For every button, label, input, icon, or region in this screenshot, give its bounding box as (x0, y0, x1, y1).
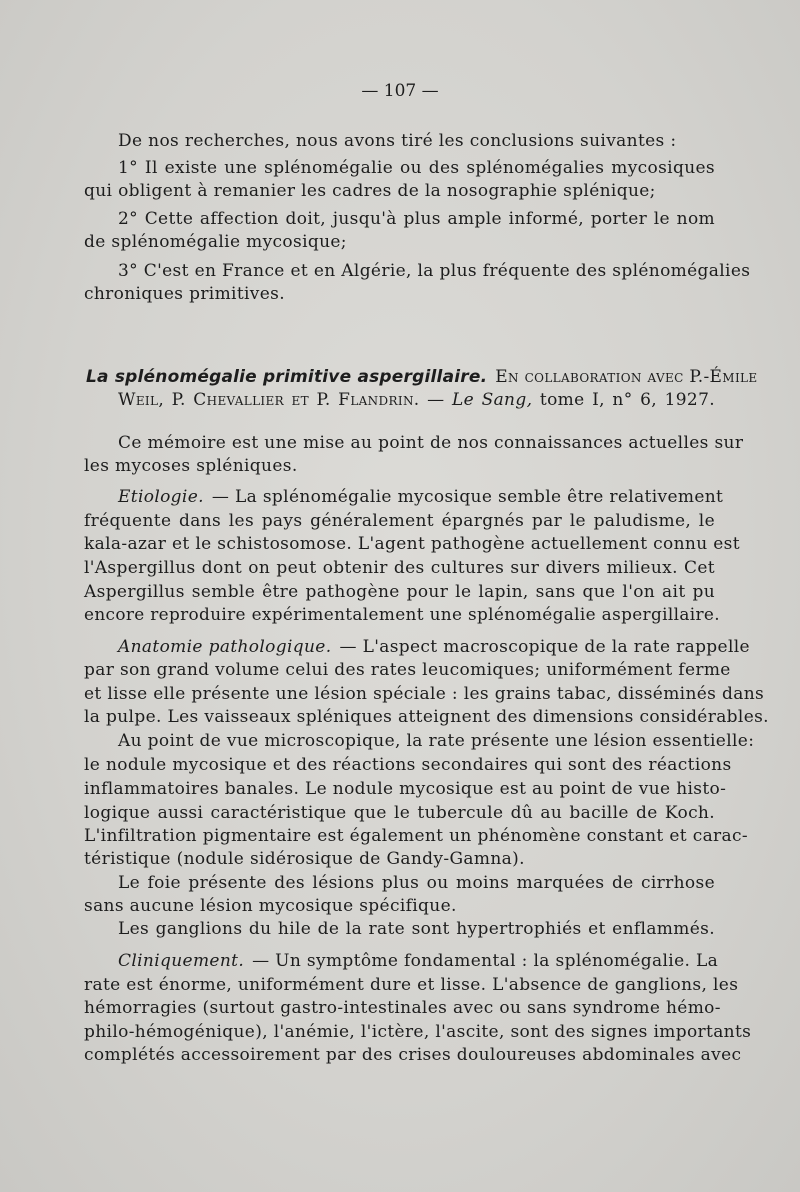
conclusion-2-line-1: 2° Cette affection doit, jusqu'à plus ample informé, porter le nom (118, 209, 715, 229)
anatomie-line-5: Au point de vue microscopique, la rate présente une lésion essentielle: (118, 731, 755, 751)
reference-volume: tome I, n° 6, 1927. (532, 390, 715, 410)
conclusions-intro: De nos recherches, nous avons tiré les conclusions suivantes : (118, 131, 677, 151)
reference-line-1 (86, 366, 758, 388)
page-number: — 107 — (361, 81, 439, 101)
clinique-line-5: complétés accessoirement par des crises douloureuses abdominales avec (84, 1045, 742, 1065)
clinique-heading: Cliniquement. (118, 951, 245, 971)
anatomie-line-2: par son grand volume celui des rates leucomiques; uniformément ferme (84, 660, 731, 680)
anatomie-heading: Anatomie pathologique. (118, 637, 332, 657)
reference-line-2 (118, 389, 715, 411)
etiologie-line-5: Aspergillus semble être pathogène pour le lapin, sans que l'on ait pu (84, 582, 715, 602)
reference-title: La splénomégalie primitive aspergillaire. (86, 367, 488, 387)
clinique-line-1 (118, 950, 719, 972)
anatomie-line-4: la pulpe. Les vaisseaux spléniques atteignent des dimensions considérables. (84, 707, 769, 727)
anatomie-line-8: logique aussi caractéristique que le tubercule dû au bacille de Koch. (84, 803, 715, 823)
etiologie-line-2: fréquente dans les pays généralement épargnés par le paludisme, le (84, 511, 715, 531)
anatomie-line-9: L'infiltration pigmentaire est également un phénomène constant et carac- (84, 826, 748, 846)
conclusion-3-line-1: 3° C'est en France et en Algérie, la plus fréquente des splénomégalies (118, 261, 751, 281)
clinique-line-2: rate est énorme, uniformément dure et lisse. L'absence de ganglions, les (84, 975, 739, 995)
etiologie-line-1 (118, 486, 724, 508)
reference-authors-2: Weil, P. Chevallier et P. Flandrin. — (118, 390, 452, 410)
anatomie-line-3: et lisse elle présente une lésion spéciale : les grains tabac, disséminés dans (84, 684, 765, 704)
etiologie-text-1: — La splénomégalie mycosique semble être relativement (211, 487, 724, 507)
etiologie-heading: Etiologie. (118, 487, 204, 507)
anatomie-line-1 (118, 636, 750, 658)
etiologie-line-6: encore reproduire expérimentalement une splénomégalie aspergillaire. (84, 605, 720, 625)
reference-journal: Le Sang, (451, 390, 533, 410)
anatomie-line-13: Les ganglions du hile de la rate sont hypertrophiés et enflammés. (118, 919, 715, 939)
anatomie-line-6: le nodule mycosique et des réactions secondaires qui sont des réactions (84, 755, 732, 775)
anatomie-line-7: inflammatoires banales. Le nodule mycosique est au point de vue histo- (84, 779, 727, 799)
summary-line-1: Ce mémoire est une mise au point de nos connaissances actuelles sur (118, 433, 744, 453)
conclusion-2-line-2: de splénomégalie mycosique; (84, 232, 347, 252)
clinique-text-1: — Un symptôme fondamental : la splénomégalie. La (252, 951, 719, 971)
clinique-line-3: hémorragies (surtout gastro-intestinales avec ou sans syndrome hémo- (84, 998, 721, 1018)
clinique-line-4: philo-hémogénique), l'anémie, l'ictère, l'ascite, sont des signes importants (84, 1022, 752, 1042)
conclusion-1-line-1: 1° Il existe une splénomégalie ou des splénomégalies mycosiques (118, 158, 715, 178)
anatomie-line-10: téristique (nodule sidérosique de Gandy-Gamna). (84, 849, 525, 869)
etiologie-line-3: kala-azar et le schistosomose. L'agent pathogène actuellement connu est (84, 534, 740, 554)
anatomie-line-12: sans aucune lésion mycosique spécifique. (84, 896, 457, 916)
anatomie-line-11: Le foie présente des lésions plus ou moins marquées de cirrhose (118, 873, 715, 893)
etiologie-line-4: l'Aspergillus dont on peut obtenir des cultures sur divers milieux. Cet (84, 558, 715, 578)
conclusion-3-line-2: chroniques primitives. (84, 284, 286, 304)
anatomie-text-1: — L'aspect macroscopique de la rate rappelle (339, 637, 750, 657)
reference-authors-1: En collaboration avec P.-Émile (495, 367, 758, 387)
conclusion-1-line-2: qui obligent à remanier les cadres de la nosographie splénique; (84, 181, 656, 201)
summary-line-2: les mycoses spléniques. (84, 456, 298, 476)
